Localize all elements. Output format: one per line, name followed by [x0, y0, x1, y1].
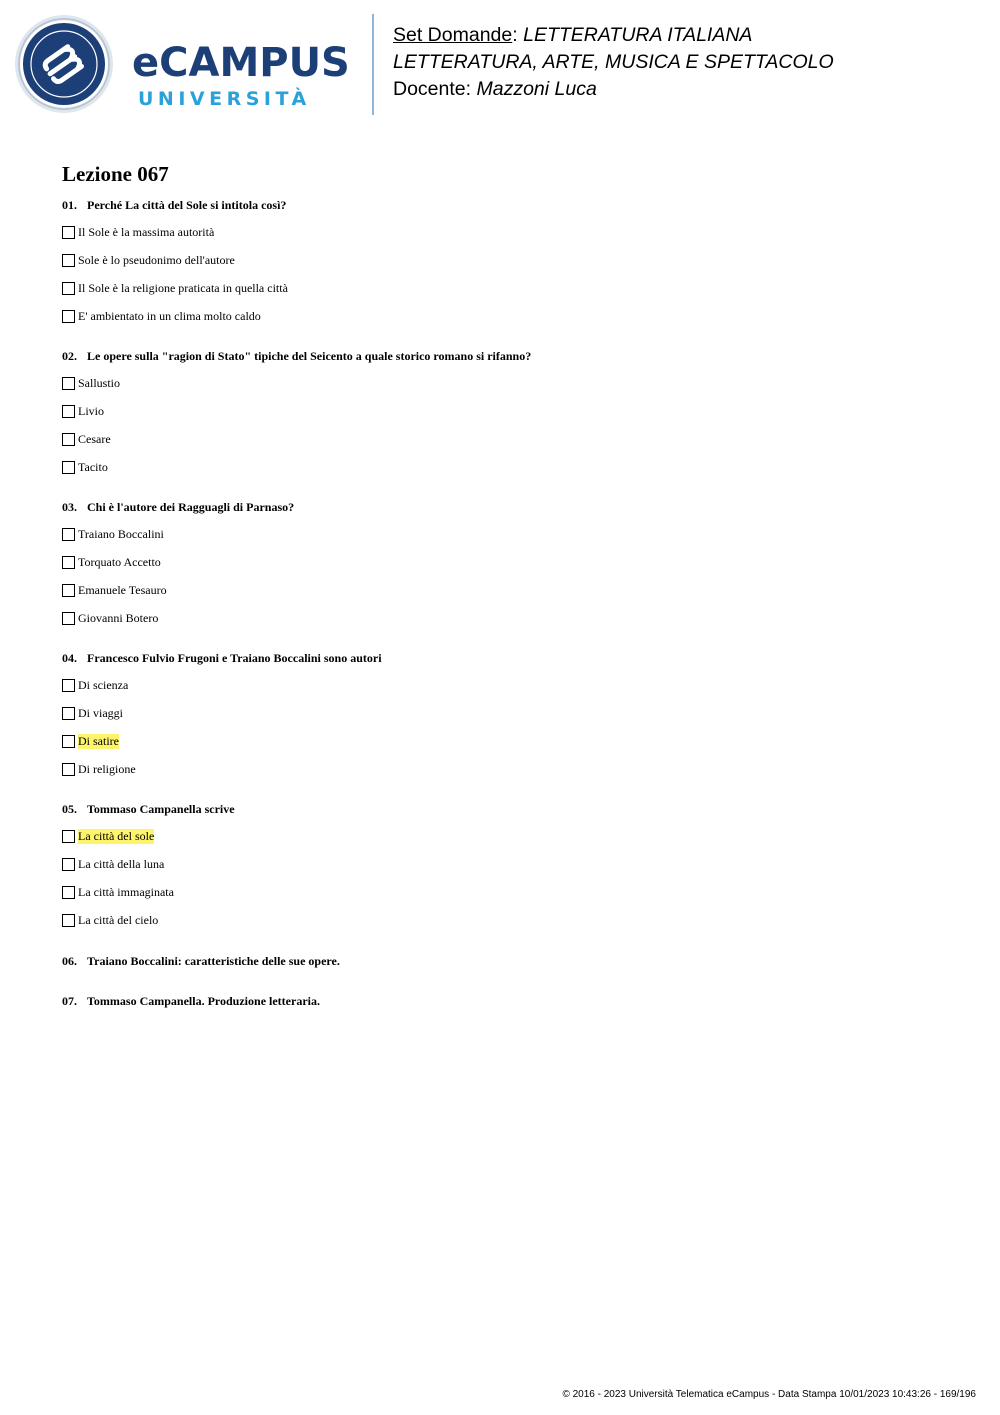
question-number: 03. [62, 500, 77, 514]
subject-secondary: LETTERATURA, ARTE, MUSICA E SPETTACOLO [393, 51, 834, 73]
answer-option[interactable] [62, 280, 288, 296]
answer-text: Cesare [78, 431, 111, 446]
answer-text: E' ambientato in un clima molto caldo [78, 308, 261, 323]
ecampus-seal-logo [14, 14, 114, 114]
answer-option[interactable] [62, 403, 104, 419]
answer-checkbox[interactable] [62, 377, 75, 390]
answer-option[interactable] [62, 912, 158, 928]
answer-checkbox[interactable] [62, 735, 75, 748]
answer-option[interactable] [62, 761, 136, 777]
answer-text-highlighted: Di satire [78, 733, 119, 748]
question-text: Traiano Boccalini: caratteristiche delle sue opere. [87, 954, 340, 968]
question-text: Tommaso Campanella scrive [87, 802, 235, 816]
answer-text: La città della luna [78, 856, 165, 871]
question-number: 07. [62, 994, 77, 1008]
question-01 [62, 198, 286, 213]
answer-checkbox[interactable] [62, 612, 75, 625]
answer-text: Emanuele Tesauro [78, 582, 167, 597]
answer-text: Il Sole è la religione praticata in quella città [78, 280, 288, 295]
set-line: Set Domande: LETTERATURA ITALIANA [393, 24, 753, 46]
answer-option-highlighted[interactable] [62, 828, 154, 844]
question-06 [62, 954, 340, 969]
answer-option[interactable] [62, 252, 235, 268]
teacher-name: Mazzoni Luca [476, 78, 597, 100]
answer-checkbox[interactable] [62, 914, 75, 927]
answer-checkbox[interactable] [62, 763, 75, 776]
answer-option[interactable] [62, 856, 164, 872]
question-text: Perché La città del Sole si intitola così? [87, 198, 287, 212]
answer-text: Il Sole è la massima autorità [78, 224, 215, 239]
question-number: 04. [62, 651, 77, 665]
answer-checkbox[interactable] [62, 528, 75, 541]
ecampus-wordmark [132, 40, 357, 110]
question-text: Francesco Fulvio Frugoni e Traiano Boccalini sono autori [87, 651, 382, 665]
question-04 [62, 651, 382, 666]
answer-option[interactable] [62, 224, 214, 240]
question-number: 02. [62, 349, 77, 363]
answer-checkbox[interactable] [62, 310, 75, 323]
answer-option[interactable] [62, 459, 108, 475]
answer-checkbox[interactable] [62, 254, 75, 267]
answer-option-highlighted[interactable] [62, 733, 119, 749]
answer-checkbox[interactable] [62, 707, 75, 720]
answer-checkbox[interactable] [62, 461, 75, 474]
brand-name: eCAMPUS [132, 40, 350, 86]
answer-option[interactable] [62, 705, 123, 721]
subject-line [393, 49, 834, 76]
subject-primary: LETTERATURA ITALIANA [523, 24, 753, 46]
answer-checkbox[interactable] [62, 679, 75, 692]
question-text: Le opere sulla "ragion di Stato" tipiche del Seicento a quale storico romano si rifanno? [87, 349, 532, 363]
answer-option[interactable] [62, 582, 167, 598]
question-number: 01. [62, 198, 77, 212]
question-07 [62, 994, 320, 1009]
answer-checkbox[interactable] [62, 886, 75, 899]
answer-text: Di religione [78, 761, 136, 776]
question-03 [62, 500, 294, 515]
answer-text: Di viaggi [78, 705, 123, 720]
answer-text: Traiano Boccalini [78, 526, 164, 541]
header-divider [372, 14, 374, 115]
question-text: Tommaso Campanella. Produzione letteraria. [87, 994, 320, 1008]
footer-copyright: © 2016 - 2023 Università Telematica eCampus - Data Stampa 10/01/2023 10:43:26 - 169/196 [562, 1389, 976, 1400]
answer-text: Tacito [78, 459, 108, 474]
answer-text: Livio [78, 403, 104, 418]
answer-checkbox[interactable] [62, 433, 75, 446]
question-05 [62, 802, 235, 817]
answer-text: Di scienza [78, 677, 129, 692]
question-number: 06. [62, 954, 77, 968]
answer-checkbox[interactable] [62, 556, 75, 569]
header-info [393, 22, 834, 103]
answer-checkbox[interactable] [62, 282, 75, 295]
answer-checkbox[interactable] [62, 584, 75, 597]
answer-option[interactable] [62, 610, 158, 626]
answer-text: La città immaginata [78, 884, 174, 899]
answer-text: La città del cielo [78, 912, 159, 927]
answer-checkbox[interactable] [62, 226, 75, 239]
answer-checkbox[interactable] [62, 830, 75, 843]
answer-text: Sole è lo pseudonimo dell'autore [78, 252, 235, 267]
answer-checkbox[interactable] [62, 858, 75, 871]
answer-option[interactable] [62, 308, 261, 324]
answer-option[interactable] [62, 677, 128, 693]
set-label: Set Domande [393, 24, 513, 46]
teacher-line: Docente: Mazzoni Luca [393, 78, 597, 100]
answer-option[interactable] [62, 554, 161, 570]
answer-text-highlighted: La città del sole [78, 828, 155, 843]
question-02 [62, 349, 531, 364]
question-number: 05. [62, 802, 77, 816]
brand-subtitle: UNIVERSITÀ [138, 88, 311, 110]
answer-text: Sallustio [78, 375, 121, 390]
answer-checkbox[interactable] [62, 405, 75, 418]
answer-option[interactable] [62, 431, 111, 447]
answer-option[interactable] [62, 884, 174, 900]
answer-text: Torquato Accetto [78, 554, 161, 569]
answer-option[interactable] [62, 526, 164, 542]
answer-text: Giovanni Botero [78, 610, 159, 625]
lesson-title: Lezione 067 [62, 162, 169, 186]
question-text: Chi è l'autore dei Ragguagli di Parnaso? [87, 500, 295, 514]
answer-option[interactable] [62, 375, 120, 391]
teacher-label: Docente [393, 78, 466, 100]
